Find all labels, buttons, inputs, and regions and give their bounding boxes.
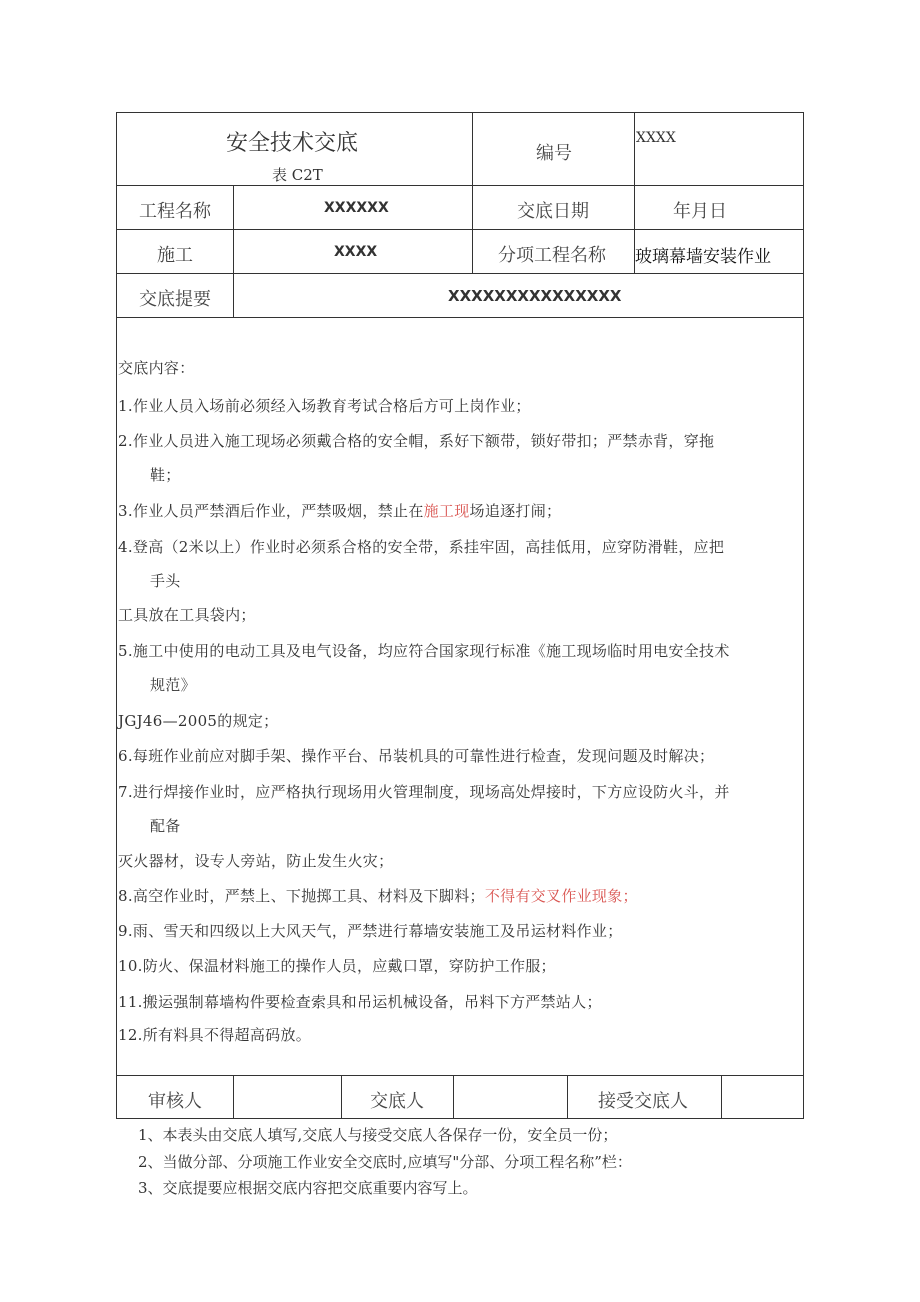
- content-item-11: 11.搬运强制幕墙构件要检查索具和吊运机械设备，吊料下方严禁站人；: [118, 993, 602, 1011]
- form-code: 表 C2T: [272, 166, 323, 184]
- subproject-value: 玻璃幕墙安装作业: [635, 247, 771, 267]
- content-item-5a: 5.施工中使用的电动工具及电气设备，均应符合国家现行标准《施工现场临时用电安全技术: [118, 642, 730, 660]
- content-item-2a: 2.作业人员进入施工现场必须戴合格的安全帽，系好下额带，锁好带扣；严禁赤背，穿拖: [118, 432, 715, 450]
- content-item-2b: 鞋；: [150, 466, 181, 484]
- content-item-7c: 灭火器材，设专人旁站，防止发生火灾；: [118, 852, 394, 870]
- footer-divider-3: [453, 1075, 454, 1118]
- content-item-8-text: 8.高空作业时，严禁上、下抛掷工具、材料及下脚料；: [118, 887, 485, 905]
- content-item-3-text-a: 3.作业人员严禁酒后作业，严禁吸烟，禁止在: [118, 502, 424, 520]
- content-item-8-highlight: 不得有交叉作业现象；: [484, 887, 638, 905]
- date-value: 年月日: [673, 201, 727, 222]
- table-rule-construction: [116, 273, 804, 274]
- col-divider-2: [472, 112, 473, 273]
- footer-divider-4: [567, 1075, 568, 1118]
- receiver-label: 接受交底人: [598, 1091, 688, 1112]
- table-rule-content-end: [116, 1075, 804, 1076]
- project-name-value: XXXXXX: [324, 200, 389, 216]
- table-border-right: [803, 112, 804, 1119]
- note-3: 3、交底提要应根据交底内容把交底重要内容写上。: [138, 1179, 478, 1197]
- project-name-label: 工程名称: [139, 201, 211, 222]
- content-item-4a: 4.登高（2米以上）作业时必须系合格的安全带，系挂牢固，高挂低用，应穿防滑鞋，应把: [118, 538, 725, 556]
- content-item-4c: 工具放在工具袋内；: [118, 606, 256, 624]
- footer-divider-1: [233, 1075, 234, 1118]
- date-label: 交底日期: [517, 201, 589, 222]
- content-item-1: 1.作业人员入场前必须经入场教育考试合格后方可上岗作业；: [118, 397, 531, 415]
- content-item-10: 10.防火、保温材料施工的操作人员，应戴口罩，穿防护工作服；: [118, 957, 556, 975]
- table-border-bottom: [116, 1118, 804, 1119]
- content-item-3-text-b: 场追逐打闹；: [469, 502, 562, 520]
- number-label: 编号: [536, 143, 572, 164]
- table-rule-header: [116, 185, 804, 186]
- content-item-8: [118, 885, 638, 906]
- construction-value: XXXX: [334, 244, 378, 260]
- content-item-4b: 手头: [150, 572, 181, 590]
- footer-divider-5: [721, 1075, 722, 1118]
- content-item-3: [118, 500, 561, 521]
- col-divider-1: [233, 185, 234, 317]
- content-item-5b: 规范》: [150, 676, 196, 694]
- table-rule-summary: [116, 317, 804, 318]
- content-item-3-highlight: 施工现: [423, 502, 470, 520]
- footer-divider-2: [341, 1075, 342, 1118]
- content-item-5c: JGJ46—2005的规定；: [118, 712, 279, 730]
- summary-label: 交底提要: [139, 289, 211, 310]
- number-value: XXXX: [636, 130, 676, 146]
- content-heading: 交底内容：: [118, 359, 195, 377]
- content-item-7a: 7.进行焊接作业时，应严格执行现场用火管理制度，现场高处焊接时，下方应设防火斗，并: [118, 783, 730, 801]
- construction-label: 施工: [157, 245, 193, 266]
- content-item-9: 9.雨、雪天和四级以上大风天气，严禁进行幕墙安装施工及吊运材料作业；: [118, 922, 623, 940]
- table-rule-project: [116, 229, 804, 230]
- content-item-7b: 配备: [150, 817, 181, 835]
- discloser-label: 交底人: [370, 1091, 424, 1112]
- page-title: 安全技术交底: [226, 131, 359, 156]
- table-border-left: [116, 112, 117, 1119]
- table-border-top: [116, 112, 804, 113]
- content-item-6: 6.每班作业前应对脚手架、操作平台、吊装机具的可靠性进行检查，发现问题及时解决；: [118, 747, 715, 765]
- content-item-12: 12.所有料具不得超高码放。: [118, 1026, 312, 1044]
- summary-value: XXXXXXXXXXXXXXX: [448, 287, 622, 305]
- note-1: 1、本表头由交底人填写,交底人与接受交底人各保存一份，安全员一份；: [138, 1126, 618, 1144]
- subproject-label: 分项工程名称: [498, 245, 606, 266]
- reviewer-label: 审核人: [148, 1091, 202, 1112]
- note-2: 2、当做分部、分项施工作业安全交底时,应填写"分部、分项工程名称”栏：: [138, 1153, 632, 1171]
